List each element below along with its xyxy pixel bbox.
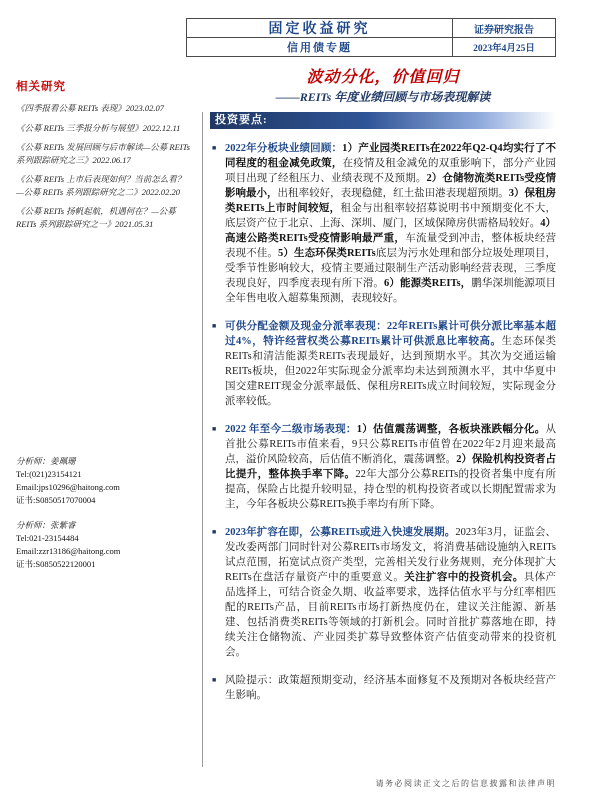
related-research-item: 《四季报看公募 REITs 表现》2023.02.07 xyxy=(16,103,164,113)
related-research-item: 《公募 REITs 上市后表现如何？当前怎么看？—公募 REITs 系列跟踪研究之二》2022.02.20 xyxy=(16,174,186,197)
bullet-item xyxy=(212,141,556,306)
report-title: 波动分化，价值回归 xyxy=(306,69,460,86)
bullet-text-secondary-market: 2022 年至今二级市场表现：1）估值震荡调整，各板块涨跌幅分化。从首批公募REITs市值来看，9只公募REITs市值曾在2022年2月迎来最高点，溢价风险较高，后估值不断消化，震荡调整。2）保险机构投资者占比提升，整体换手率下降。22年大部分公募REITs的投资者集中度有所提高，保险占比提升较明显，持仓型的机构投资者或以长期配置需求为主，今年各板块公募REITs换手率均有所下降。 xyxy=(225,424,557,510)
investment-points-bar xyxy=(210,112,556,129)
analysts-block xyxy=(16,455,190,583)
analyst-name: 分析师：姜珮珊 xyxy=(16,456,76,466)
bullet-square-icon: ■ xyxy=(212,322,217,330)
analyst-entry xyxy=(16,519,190,571)
bullet-item xyxy=(212,319,556,409)
analyst-cert: 证书:S0850517070004 xyxy=(16,495,96,505)
bullet-square-icon: ■ xyxy=(212,676,217,684)
related-research-item: 《公募 REITs 发展回顾与后市解读—公募 REITs 系列跟踪研究之三》2022.06.17 xyxy=(16,142,190,165)
analyst-cert: 证书:S0850522120001 xyxy=(16,559,96,569)
investment-points-list xyxy=(212,141,556,716)
footer-disclaimer: 请务必阅读正文之后的信息披露和法律声明 xyxy=(375,779,556,788)
investment-points-title: 投资要点: xyxy=(215,114,268,126)
report-type-label: 证券研究报告 xyxy=(474,24,534,36)
report-category: 固定收益研究 xyxy=(187,19,453,37)
related-research-title: 相关研究 xyxy=(16,81,66,93)
analyst-email: Email:zzr13186@haitong.com xyxy=(16,546,121,556)
content-divider xyxy=(202,112,203,767)
header-row-top xyxy=(187,19,555,38)
bullet-item xyxy=(212,525,556,660)
report-topic: 信用债专题 xyxy=(187,38,453,56)
bullet-text-expansion-outlook: 2023年扩容在即，公募REITs或进入快速发展期。2023年3月，证监会、发改委两部门同时针对公募REITs市场发文，将消费基础设施纳入REITs试点范围，拓宽试点资产类型，完善相关发行业务规则，充分体现扩大REITs在盘活存量资产中的重要意义。关注扩容中的投资机会。具体产品选择上，可结合资金久期、收益率要求，选择估值水平与分红率相匹配的REITs产品，目前REITs市场打新热度仍在，建议关注能源、新基建、包括消费类REITs等领域的打新机会。同时首批扩募落地在即，持续关注仓储物流、产业园类扩募导致整体资产估值变动带来的投资机会。 xyxy=(225,527,557,658)
bullet-text-distribution: 可供分配金额及现金分派率表现：22年REITs累计可供分派比率基本超过4%，特许经营权类公募REITs累计可供派息比率较高。生态环保类REITs和清洁能源类REITs表现最好，达到预期水平。其次为交通运输REITs板块，但2022年实际现金分派率均未达到预测水平，其中华夏中国交建REIT现金分派率最低、保租房REITs成立时间较短，实际现金分派率较低。 xyxy=(225,321,556,407)
related-research-list xyxy=(16,102,190,230)
report-header-box xyxy=(186,18,556,57)
bullet-square-icon: ■ xyxy=(212,425,217,433)
bullet-text-risk-warning: 风险提示：政策超预期变动，经济基本面修复不及预期对各板块经营产生影响。 xyxy=(225,675,556,701)
analyst-name: 分析师：张紫睿 xyxy=(16,520,76,530)
related-research-item: 《公募 REITs 扬帆起航，机遇何在？—公募 REITs 系列跟踪研究之一》2021.05.31 xyxy=(16,206,176,229)
bullet-text-performance-review: 2022年分板块业绩回顾：1）产业园类REITs在2022年Q2-Q4均实行了不同程度的租金减免政策，在疫情及租金减免的双重影响下，部分产业园项目出现了经租压力、业绩表现不及预期。2）仓储物流类REITs受疫情影响最小，出租率较好，表现稳健，红土盐田港表现超预期。3）保租房类REITs上市时间较短，租金与出租率较招募说明书中预期变化不大，底层资产位于北京、上海、深圳、厦门，区域保障房供需格局较好。4）高速公路类REITs受疫情影响最严重，车流量受到冲击，整体板块经营表现不佳。5）生态环保类REITs底层为污水处理和部分垃圾处理项目，受季节性影响较大，疫情主要通过限制生产活动影响经营表现，三季度表现良好，四季度表现有所下滑。6）能源类REITs，鹏华深圳能源项目全年售电收入超募集预测，表现较好。 xyxy=(225,143,557,304)
bullet-item xyxy=(212,673,556,703)
analyst-entry xyxy=(16,455,190,507)
sidebar xyxy=(16,78,190,237)
bullet-square-icon: ■ xyxy=(212,144,217,152)
bullet-square-icon: ■ xyxy=(212,528,217,536)
header-row-bottom xyxy=(187,38,555,57)
analyst-tel: Tel:021-23154484 xyxy=(16,533,79,543)
bullet-item xyxy=(212,422,556,512)
report-subtitle: ——REITs 年度业绩回顾与市场表现解读 xyxy=(275,90,491,104)
related-research-item: 《公募 REITs 三季报分析与展望》2022.12.11 xyxy=(16,122,181,133)
report-date: 2023年4月25日 xyxy=(473,44,535,54)
analyst-tel: Tel:(021)23154121 xyxy=(16,469,82,479)
analyst-email: Email:jps10296@haitong.com xyxy=(16,482,120,492)
